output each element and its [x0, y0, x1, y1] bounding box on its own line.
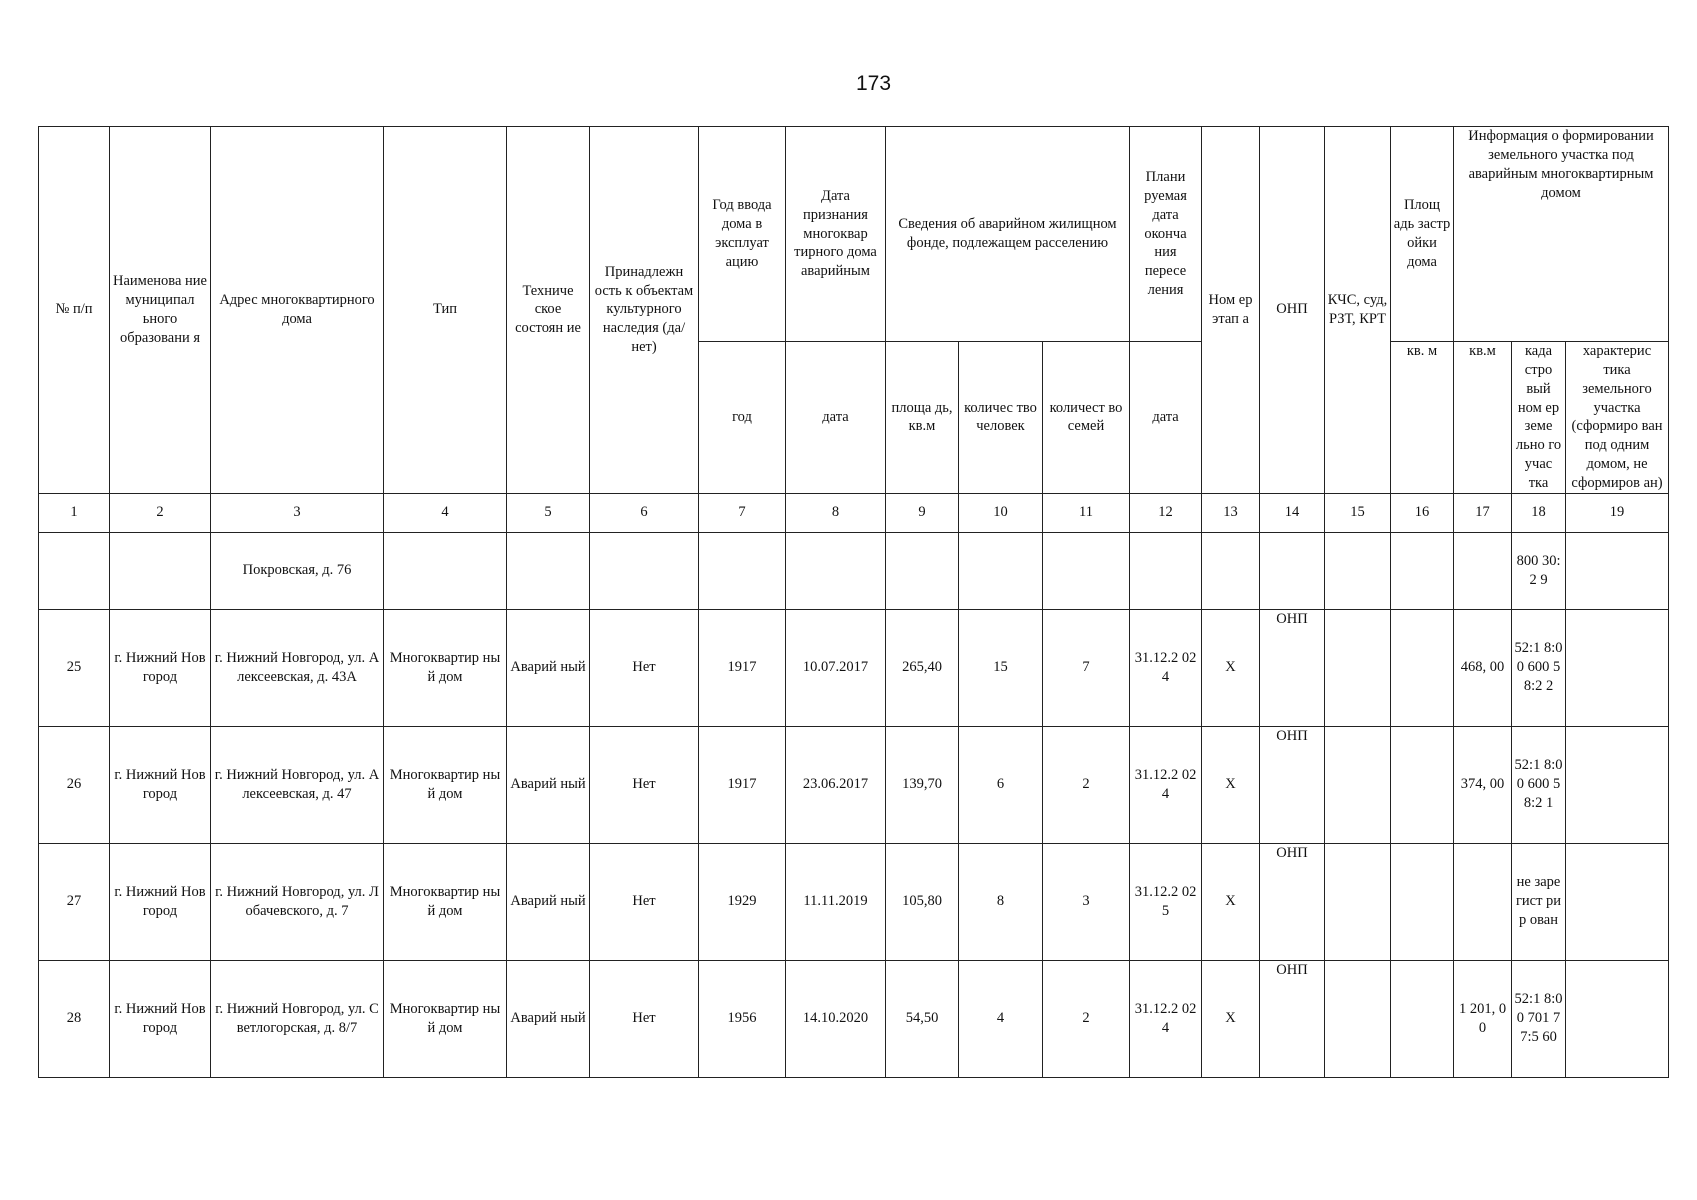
resettlement-date-cell: 31.12.2 025 — [1130, 843, 1202, 960]
people-cell: 6 — [959, 726, 1043, 843]
table-row — [39, 609, 1669, 726]
type-cell: Многоквартир ный дом — [384, 726, 507, 843]
plot-characteristic-cell — [1566, 726, 1669, 843]
build-area-cell — [1391, 960, 1454, 1077]
resettlement-date-cell: 31.12.2 024 — [1130, 960, 1202, 1077]
heritage-cell: Нет — [590, 609, 699, 726]
subheader-resettlement-date: дата — [1130, 342, 1202, 494]
plot-characteristic-cell — [1566, 960, 1669, 1077]
condition-cell: Аварий ный — [507, 843, 590, 960]
header-stage: Ном ер этап а — [1202, 127, 1260, 494]
plot-characteristic-cell — [1566, 843, 1669, 960]
header-onp: ОНП — [1260, 127, 1325, 494]
header-address: Адрес многоквартирного дома — [211, 127, 384, 494]
subheader-area: площа дь, кв.м — [886, 342, 959, 494]
resettlement-date-cell: 31.12.2 024 — [1130, 609, 1202, 726]
municipality-cell: г. Нижний Новгород — [110, 726, 211, 843]
condition-cell: Аварий ный — [507, 609, 590, 726]
column-number: 1 — [39, 493, 110, 532]
header-resettlement-date: Плани руемая дата оконча ния пересе ления — [1130, 127, 1202, 342]
families-cell: 2 — [1043, 960, 1130, 1077]
header-kchs: КЧС, суд, РЗТ, КРТ — [1325, 127, 1391, 494]
header-recognition-date: Дата признания многоквар тирного дома аварийным — [786, 127, 886, 342]
row-number: 26 — [39, 726, 110, 843]
plot-characteristic-cell — [1566, 609, 1669, 726]
plot-area-cell — [1454, 843, 1512, 960]
onp-cell: ОНП — [1260, 609, 1325, 726]
row-number: 27 — [39, 843, 110, 960]
people-cell: 8 — [959, 843, 1043, 960]
plot-area-cell: 468, 00 — [1454, 609, 1512, 726]
column-number: 16 — [1391, 493, 1454, 532]
continuation-address: Покровская, д. 76 — [211, 532, 384, 609]
stage-cell: Х — [1202, 726, 1260, 843]
column-number: 14 — [1260, 493, 1325, 532]
header-type: Тип — [384, 127, 507, 494]
column-number: 17 — [1454, 493, 1512, 532]
continuation-row — [39, 532, 1669, 609]
row-number: 25 — [39, 609, 110, 726]
resettlement-date-cell: 31.12.2 024 — [1130, 726, 1202, 843]
people-cell: 15 — [959, 609, 1043, 726]
area-cell: 265,40 — [886, 609, 959, 726]
stage-cell: Х — [1202, 609, 1260, 726]
build-area-cell — [1391, 609, 1454, 726]
column-number: 4 — [384, 493, 507, 532]
onp-cell: ОНП — [1260, 726, 1325, 843]
cadastral-cell: не заре гист рир ован — [1512, 843, 1566, 960]
cadastral-cell: 52:1 8:00 600 58:2 1 — [1512, 726, 1566, 843]
address-cell: г. Нижний Новгород, ул. Алексеевская, д. 47 — [211, 726, 384, 843]
subheader-plot-characteristic: характерис тика земельного участка (сформиро ван под одним домом, не сформиров ан) — [1566, 342, 1669, 494]
column-number: 13 — [1202, 493, 1260, 532]
kchs-cell — [1325, 960, 1391, 1077]
plot-area-cell: 374, 00 — [1454, 726, 1512, 843]
header-land-plot-info: Информация о формировании земельного участка под аварийным многоквартирным домом — [1454, 127, 1669, 342]
recognition-date-cell: 11.11.2019 — [786, 843, 886, 960]
recognition-date-cell: 23.06.2017 — [786, 726, 886, 843]
column-number: 19 — [1566, 493, 1669, 532]
header-year: Год ввода дома в эксплуат ацию — [699, 127, 786, 342]
area-cell: 139,70 — [886, 726, 959, 843]
recognition-date-cell: 14.10.2020 — [786, 960, 886, 1077]
column-number: 6 — [590, 493, 699, 532]
type-cell: Многоквартир ный дом — [384, 843, 507, 960]
column-number: 18 — [1512, 493, 1566, 532]
address-cell: г. Нижний Новгород, ул. Лобачевского, д. 7 — [211, 843, 384, 960]
municipality-cell: г. Нижний Новгород — [110, 609, 211, 726]
table-row — [39, 843, 1669, 960]
build-area-cell — [1391, 726, 1454, 843]
families-cell: 2 — [1043, 726, 1130, 843]
cadastral-cell: 52:1 8:00 600 58:2 2 — [1512, 609, 1566, 726]
year-cell: 1929 — [699, 843, 786, 960]
families-cell: 7 — [1043, 609, 1130, 726]
onp-cell: ОНП — [1260, 843, 1325, 960]
table-row — [39, 726, 1669, 843]
stage-cell: Х — [1202, 843, 1260, 960]
column-number: 11 — [1043, 493, 1130, 532]
page-number: 173 — [855, 72, 892, 95]
column-number: 2 — [110, 493, 211, 532]
cadastral-cell: 52:1 8:00 701 77:5 60 — [1512, 960, 1566, 1077]
year-cell: 1956 — [699, 960, 786, 1077]
year-cell: 1917 — [699, 609, 786, 726]
onp-cell: ОНП — [1260, 960, 1325, 1077]
year-cell: 1917 — [699, 726, 786, 843]
area-cell: 54,50 — [886, 960, 959, 1077]
families-cell: 3 — [1043, 843, 1130, 960]
column-number: 10 — [959, 493, 1043, 532]
build-area-cell — [1391, 843, 1454, 960]
heritage-cell: Нет — [590, 960, 699, 1077]
subheader-cadastral-number: када стро вый ном ер земе льно го учас тка — [1512, 342, 1566, 494]
kchs-cell — [1325, 609, 1391, 726]
condition-cell: Аварий ный — [507, 960, 590, 1077]
column-number: 7 — [699, 493, 786, 532]
header-build-area: Площ адь застр ойки дома — [1391, 127, 1454, 342]
table-row — [39, 960, 1669, 1077]
header-municipality: Наименова ние муниципал ьного образовани я — [110, 127, 211, 494]
address-cell: г. Нижний Новгород, ул. Светлогорская, д. 8/7 — [211, 960, 384, 1077]
recognition-date-cell: 10.07.2017 — [786, 609, 886, 726]
column-number: 3 — [211, 493, 384, 532]
address-cell: г. Нижний Новгород, ул. Алексеевская, д. 43А — [211, 609, 384, 726]
column-number: 9 — [886, 493, 959, 532]
condition-cell: Аварий ный — [507, 726, 590, 843]
subheader-plot-area-unit: кв.м — [1454, 342, 1512, 494]
column-number: 8 — [786, 493, 886, 532]
column-number-row — [39, 493, 1669, 532]
subheader-families: количест во семей — [1043, 342, 1130, 494]
kchs-cell — [1325, 843, 1391, 960]
people-cell: 4 — [959, 960, 1043, 1077]
header-housing-info: Сведения об аварийном жилищном фонде, подлежащем расселению — [886, 127, 1130, 342]
heritage-cell: Нет — [590, 726, 699, 843]
kchs-cell — [1325, 726, 1391, 843]
header-heritage: Принадлежн ость к объектам культурного наследия (да/нет) — [590, 127, 699, 494]
table-body — [39, 493, 1669, 1077]
municipality-cell: г. Нижний Новгород — [110, 843, 211, 960]
table-header — [39, 127, 1669, 494]
row-number: 28 — [39, 960, 110, 1077]
column-number: 15 — [1325, 493, 1391, 532]
column-number: 12 — [1130, 493, 1202, 532]
area-cell: 105,80 — [886, 843, 959, 960]
header-row-number: № п/п — [39, 127, 110, 494]
header-condition: Техниче ское состоян ие — [507, 127, 590, 494]
column-number: 5 — [507, 493, 590, 532]
subheader-date: дата — [786, 342, 886, 494]
type-cell: Многоквартир ный дом — [384, 960, 507, 1077]
continuation-cadastral: 800 30:2 9 — [1512, 532, 1566, 609]
heritage-cell: Нет — [590, 843, 699, 960]
subheader-build-area-unit: кв. м — [1391, 342, 1454, 494]
type-cell: Многоквартир ный дом — [384, 609, 507, 726]
stage-cell: Х — [1202, 960, 1260, 1077]
plot-area-cell: 1 201, 00 — [1454, 960, 1512, 1077]
emergency-housing-table — [38, 126, 1669, 1078]
subheader-year: год — [699, 342, 786, 494]
municipality-cell: г. Нижний Новгород — [110, 960, 211, 1077]
subheader-people: количес тво человек — [959, 342, 1043, 494]
